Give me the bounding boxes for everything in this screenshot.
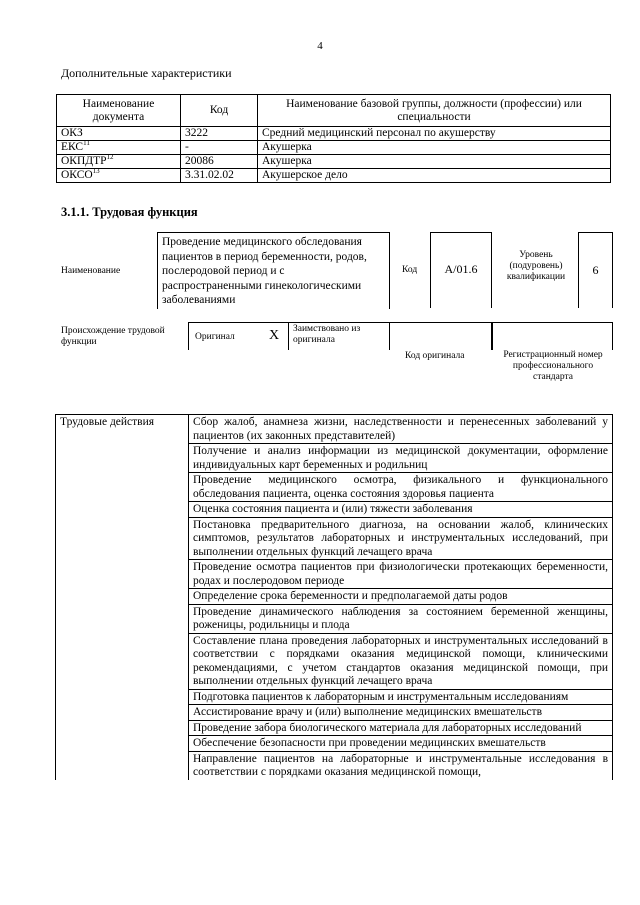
- name-label: Наименование: [61, 266, 121, 276]
- cell-name: Акушерка: [258, 155, 611, 169]
- footnote-ref: 13: [92, 167, 100, 176]
- list-item: Обеспечение безопасности при проведении медицинских вмешательств: [189, 736, 613, 752]
- cell-code: -: [181, 141, 258, 155]
- list-item: Оценка состояния пациента и (или) тяжести заболевания: [189, 502, 613, 518]
- origin-label: Происхождение трудовой функции: [61, 326, 165, 347]
- list-item: Сбор жалоб, анамнеза жизни, наследственности и перенесенных заболеваний у пациентов (их законных представителей): [189, 415, 613, 444]
- header-code: Код: [181, 95, 258, 127]
- cell-doc: ОКПДТР$^{12}$: [57, 155, 181, 169]
- code-label: Код: [402, 265, 418, 275]
- level-box: [578, 232, 613, 308]
- orig-code-label: Код оригинала: [405, 351, 465, 361]
- list-item: Постановка предварительного диагноза, на основании жалоб, клинических симптомов, результатов лабораторных и инструментальных исследований, при выполнении отдельных функций лечащего врача: [189, 517, 613, 560]
- table-row: [56, 415, 613, 444]
- cell-doc: ОКСО$^{13}$: [57, 169, 181, 183]
- table-row: [57, 169, 611, 183]
- cell-code: 20086: [181, 155, 258, 169]
- list-item: Проведение забора биологического материала для лабораторных исследований: [189, 720, 613, 736]
- cell-code: 3222: [181, 127, 258, 141]
- footnote-ref: 11: [83, 139, 90, 148]
- orig-code-cell: [390, 322, 492, 350]
- function-name-box: [157, 232, 390, 309]
- code-value: А/01.6: [444, 262, 478, 276]
- cell-name: Акушерка: [258, 141, 611, 155]
- list-item: Определение срока беременности и предполагаемой даты родов: [189, 589, 613, 605]
- list-item: Составление плана проведения лабораторных и инструментальных исследований в соответствии с порядками оказания медицинской помощи, клиническими рекомендациями, с учетом стандартов оказания медицинской помощи, при выполнении отдельных функций лечащего врача: [189, 633, 613, 689]
- original-label: Оригинал: [195, 332, 235, 342]
- code-box: [430, 232, 492, 308]
- cell-doc: ЕКС$^{11}$: [57, 141, 181, 155]
- header-doc-name: Наименование документа: [57, 95, 181, 127]
- function-heading: 3.1.1. Трудовая функция: [61, 205, 198, 219]
- original-mark: X: [269, 328, 280, 343]
- cell-name: Средний медицинский персонал по акушерству: [258, 127, 611, 141]
- list-item: Проведение осмотра пациентов при физиологически протекающих беременности, родах и послеродовом периоде: [189, 560, 613, 589]
- footnote-ref: 12: [106, 153, 114, 162]
- characteristics-table: [56, 94, 611, 183]
- header-group-name: Наименование базовой группы, должности (профессии) или специальности: [258, 95, 611, 127]
- table-header-row: [57, 95, 611, 127]
- list-item: Проведение динамического наблюдения за состоянием беременной женщины, роженицы, родильницы и плода: [189, 604, 613, 633]
- table-row: [57, 141, 611, 155]
- list-item: Ассистирование врачу и (или) выполнение медицинских вмешательств: [189, 705, 613, 721]
- work-actions-table: [55, 414, 613, 780]
- table-row: [57, 155, 611, 169]
- list-item: Подготовка пациентов к лабораторным и инструментальным исследованиям: [189, 689, 613, 705]
- work-actions-label: Трудовые действия: [56, 415, 189, 780]
- level-value: 6: [592, 263, 599, 277]
- list-item: Проведение медицинского осмотра, физикального и функционального обследования пациента, оценка состояния здоровья пациента: [189, 473, 613, 502]
- cell-code: 3.31.02.02: [181, 169, 258, 183]
- list-item: Направление пациентов на лабораторные и инструментальные исследования в соответствии с порядками оказания медицинской помощи,: [189, 751, 613, 780]
- additional-characteristics-title: Дополнительные характеристики: [61, 66, 232, 80]
- borrowed-label: Заимствовано из оригинала: [293, 324, 361, 345]
- table-row: [57, 127, 611, 141]
- cell-doc: ОКЗ: [57, 127, 181, 141]
- borrowed-cell: [288, 322, 390, 350]
- original-cell: [188, 322, 288, 350]
- function-name-value: Проведение медицинского обследования пациентов в период беременности, родов, послеродовой период и с распространенными гинекологическими заболеваниями: [162, 236, 367, 306]
- page-number: 4: [317, 40, 323, 52]
- cell-name: Акушерское дело: [258, 169, 611, 183]
- reg-number-cell: [492, 322, 613, 350]
- reg-number-label: Регистрационный номер профессионального стандарта: [503, 350, 603, 382]
- level-label: Уровень (подуровень) квалификации: [506, 250, 566, 282]
- list-item: Получение и анализ информации из медицинской документации, оформление индивидуальных карт беременных и родильниц: [189, 444, 613, 473]
